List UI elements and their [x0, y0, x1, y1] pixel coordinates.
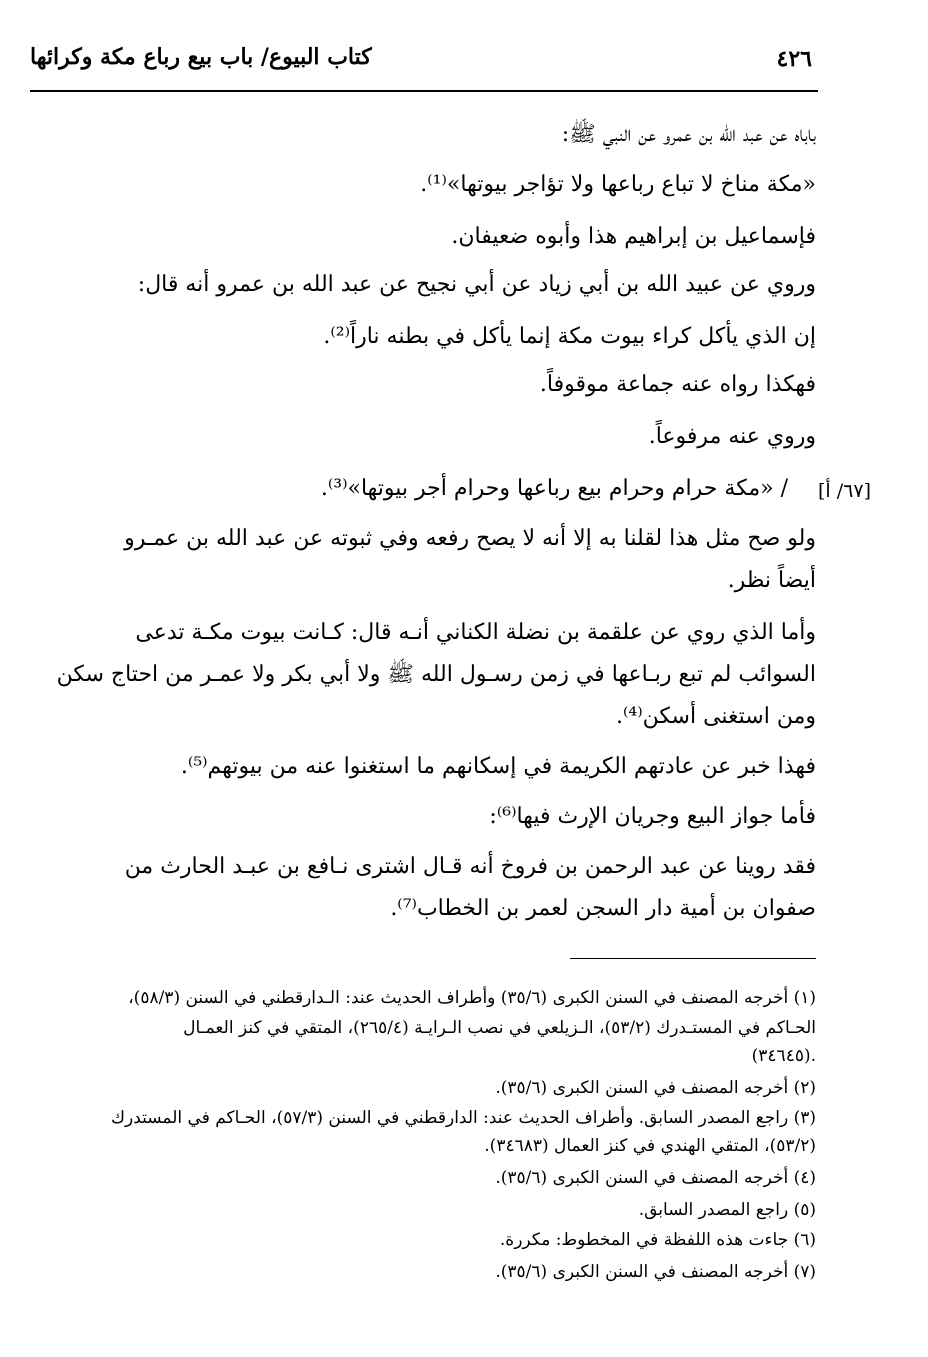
body-line: وروي عن عبيد الله بن أبي زياد عن أبي نجيح عن عبد الله بن عمرو أنه قال:	[137, 272, 816, 297]
body-line: ولو صح مثل هذا لقلنا به إلا أنه لا يصح رفعه وفي ثبوته عن عبد الله بن عمـرو	[124, 526, 816, 551]
body-line: «مكة مناخ لا تباع رباعها ولا تؤاجر بيوتها»⁽¹⁾.	[420, 172, 816, 197]
footnote-line: الحـاكم في المستـدرك (٥٣/٢)، الـزيلعي في نصب الـرايـة (٢٦٥/٤)، المتقي في كنز العمـال	[183, 1018, 816, 1038]
header-rule	[30, 90, 818, 92]
body-line: فقد روينا عن عبد الرحمن بن فروخ أنه قـال اشترى نـافع بن عبـد الحارث من	[124, 854, 816, 879]
footnote-line: (٥) راجع المصدر السابق.	[638, 1200, 816, 1220]
footnote-line: (١) أخرجه المصنف في السنن الكبرى (٣٥/٦) وأطراف الحديث عند: الـدارقطني في السنن (٥٨/٣)،	[128, 988, 816, 1008]
footnote-line: (٣) راجع المصدر السابق. وأطراف الحديث عند: الدارقطني في السنن (٥٧/٣)، الحـاكم في المستدرك	[110, 1108, 816, 1128]
body-line: وروي عنه مرفوعاً.	[648, 424, 816, 449]
footnote-line: (٧) أخرجه المصنف في السنن الكبرى (٣٥/٦).	[495, 1262, 816, 1282]
body-line: / «مكة حرام وحرام بيع رباعها وحرام أجر بيوتها»⁽³⁾.	[320, 476, 788, 501]
body-line: السوائب لم تبع ربـاعها في زمن رسـول الله ﷺ ولا أبي بكر ولا عمـر من احتاج سكن	[56, 662, 816, 687]
manuscript-folio-ref: [٦٧/ أ]	[818, 480, 871, 502]
body-line: صفوان بن أمية دار السجن لعمر بن الخطاب⁽⁷⁾.	[390, 896, 816, 921]
footnote-separator	[570, 958, 816, 959]
body-line: فإسماعيل بن إبراهيم هذا وأبوه ضعيفان.	[451, 224, 816, 249]
body-line: فأما جواز البيع وجريان الإرث فيها⁽⁶⁾:	[489, 804, 816, 829]
body-line: فهكذا رواه عنه جماعة موقوفاً.	[539, 372, 816, 397]
chapter-title: كتاب البيوع/ باب بيع رباع مكة وكرائها	[30, 44, 372, 70]
body-line: ومن استغنى أسكن⁽⁴⁾.	[616, 704, 816, 729]
body-line: وأما الذي روي عن علقمة بن نضلة الكناني أنـه قال: كـانت بيوت مكـة تدعى	[135, 620, 816, 645]
body-line: فهذا خبر عن عادتهم الكريمة في إسكانهم ما استغنوا عنه من بيوتهم⁽⁵⁾.	[180, 754, 816, 779]
footnote-line: (٦) جاءت هذه اللفظة في المخطوط: مكررة.	[499, 1230, 816, 1250]
body-line: باباه عن عبد الله بن عمرو عن النبي ﷺ:	[561, 122, 816, 147]
footnote-line: (٥٣/٢)، المتقي الهندي في كنز العمال (٣٤٦٨٣).	[484, 1136, 816, 1156]
page-number: ٤٢٦	[776, 46, 812, 72]
body-line: أيضاً نظر.	[727, 568, 816, 593]
footnote-line: (٤) أخرجه المصنف في السنن الكبرى (٣٥/٦).	[495, 1168, 816, 1188]
body-line: إن الذي يأكل كراء بيوت مكة إنما يأكل في بطنه ناراً⁽²⁾.	[323, 324, 816, 349]
footnote-line: (٢) أخرجه المصنف في السنن الكبرى (٣٥/٦).	[495, 1078, 816, 1098]
footnote-line: (٣٤٦٤٥).	[751, 1046, 816, 1066]
page-header	[30, 34, 818, 92]
